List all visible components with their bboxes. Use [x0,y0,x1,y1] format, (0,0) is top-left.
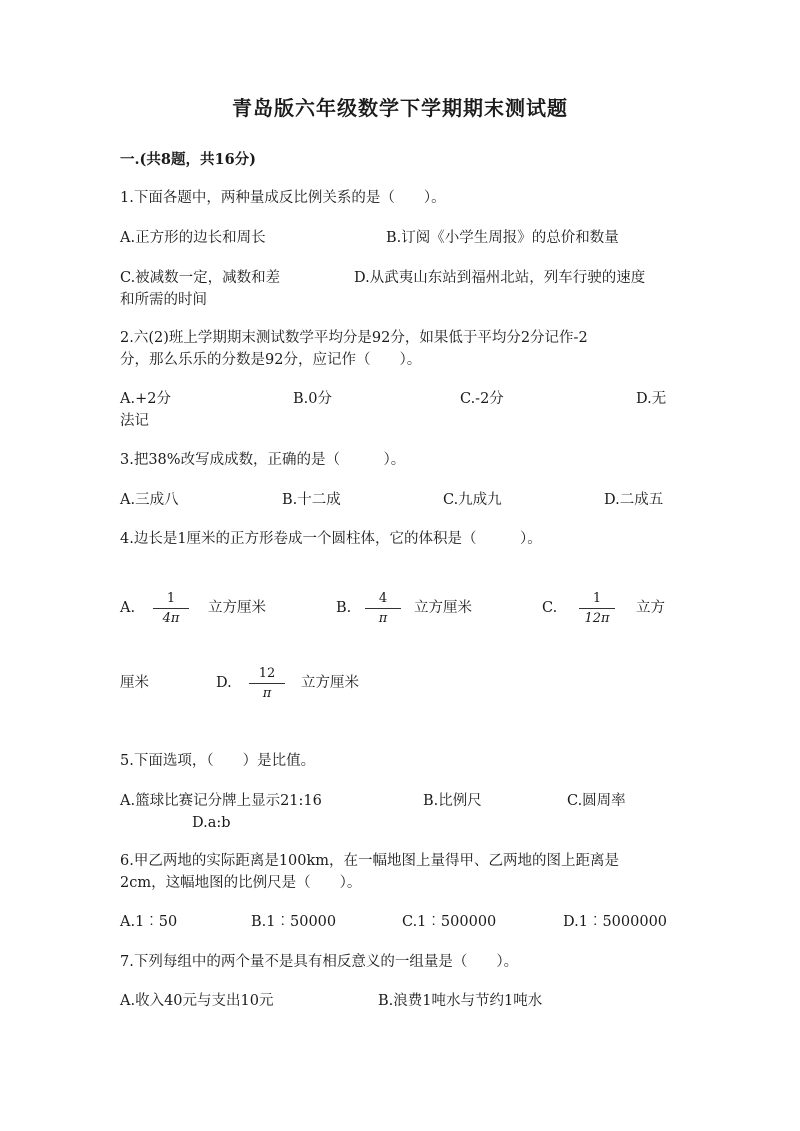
q2-option-b: B.0分 [293,391,332,407]
q7-option-b: B.浪费1吨水与节约1吨水 [378,993,543,1009]
q4-option-a-numerator: 1 [153,591,189,609]
q7-option-a: A.收入40元与支出10元 [120,993,274,1009]
q4-option-c-denominator: 12π [584,611,610,626]
q1-option-d-line1: D.从武夷山东站到福州北站，列车行驶的速度 [354,270,646,286]
q4-option-b-numerator: 4 [365,591,401,609]
q3-stem: 3.把38%改写成成数，正确的是（ ）。 [120,452,406,468]
q4-option-b-label: B. [336,600,352,616]
q1-stem: 1.下面各题中，两种量成反比例关系的是（ ）。 [120,190,446,206]
q4-option-c-numerator: 1 [579,591,615,609]
q5-option-b: B.比例尺 [423,793,482,809]
q3-option-a: A.三成八 [120,492,179,508]
q6-stem-line1: 6.甲乙两地的实际距离是100km，在一幅地图上量得甲、乙两地的图上距离是 [120,853,620,869]
q4-option-c-label: C. [542,600,558,616]
q4-option-a-denominator: 4π [162,611,180,626]
q6-stem-line2: 2cm，这幅地图的比例尺是（ ）。 [120,875,362,891]
q2-option-a: A.+2分 [120,391,171,407]
q2-option-d-line1: D.无 [636,391,667,407]
q1-option-d-line2: 和所需的时间 [120,292,207,308]
q2-option-c: C.-2分 [460,391,504,407]
q4-option-d-label: D. [216,675,232,691]
q5-stem: 5.下面选项，（ ）是比值。 [120,753,316,769]
q4-option-a-label: A. [120,600,136,616]
q4-option-d-fraction [249,666,285,701]
q4-option-b-unit: 立方厘米 [414,600,472,616]
q4-option-d-unit: 立方厘米 [301,675,359,691]
q4-option-a-fraction [153,591,189,626]
q4-option-c-unit-line2: 厘米 [120,675,149,691]
q2-option-d-line2: 法记 [120,413,149,429]
q4-option-c-fraction [579,591,615,626]
q4-option-d-numerator: 12 [249,666,285,684]
q1-option-b: B.订阅《小学生周报》的总价和数量 [386,230,619,246]
q6-option-d: D.1︰5000000 [563,914,668,930]
q4-option-d-denominator: π [262,686,272,701]
q3-option-d: D.二成五 [604,492,664,508]
q1-option-a: A.正方形的边长和周长 [120,230,266,246]
page-title: 青岛版六年级数学下学期期末测试题 [232,96,568,120]
q4-option-a-unit: 立方厘米 [208,600,266,616]
q4-option-c-unit-line1: 立方 [636,600,665,616]
q1-option-c: C.被减数一定，减数和差 [120,270,281,286]
q4-option-b-fraction [365,591,401,626]
q4-stem: 4.边长是1厘米的正方形卷成一个圆柱体，它的体积是（ ）。 [120,531,542,547]
section-heading: 一.(共8题，共16分) [120,151,257,168]
q2-stem-line2: 分，那么乐乐的分数是92分，应记作（ ）。 [120,352,422,368]
q3-option-b: B.十二成 [282,492,341,508]
q3-option-c: C.九成九 [443,492,502,508]
q6-option-b: B.1︰50000 [251,914,337,930]
q7-stem: 7.下列每组中的两个量不是具有相反意义的一组量是（ ）。 [120,954,519,970]
q6-option-c: C.1︰500000 [402,914,497,930]
q2-stem-line1: 2.六(2)班上学期期末测试数学平均分是92分，如果低于平均分2分记作-2 [120,330,588,346]
q5-option-d: D.a:b [192,815,231,831]
q5-option-a: A.篮球比赛记分牌上显示21:16 [120,793,322,809]
q4-option-b-denominator: π [378,611,388,626]
q6-option-a: A.1︰50 [120,914,178,930]
q5-option-c: C.圆周率 [567,793,626,809]
